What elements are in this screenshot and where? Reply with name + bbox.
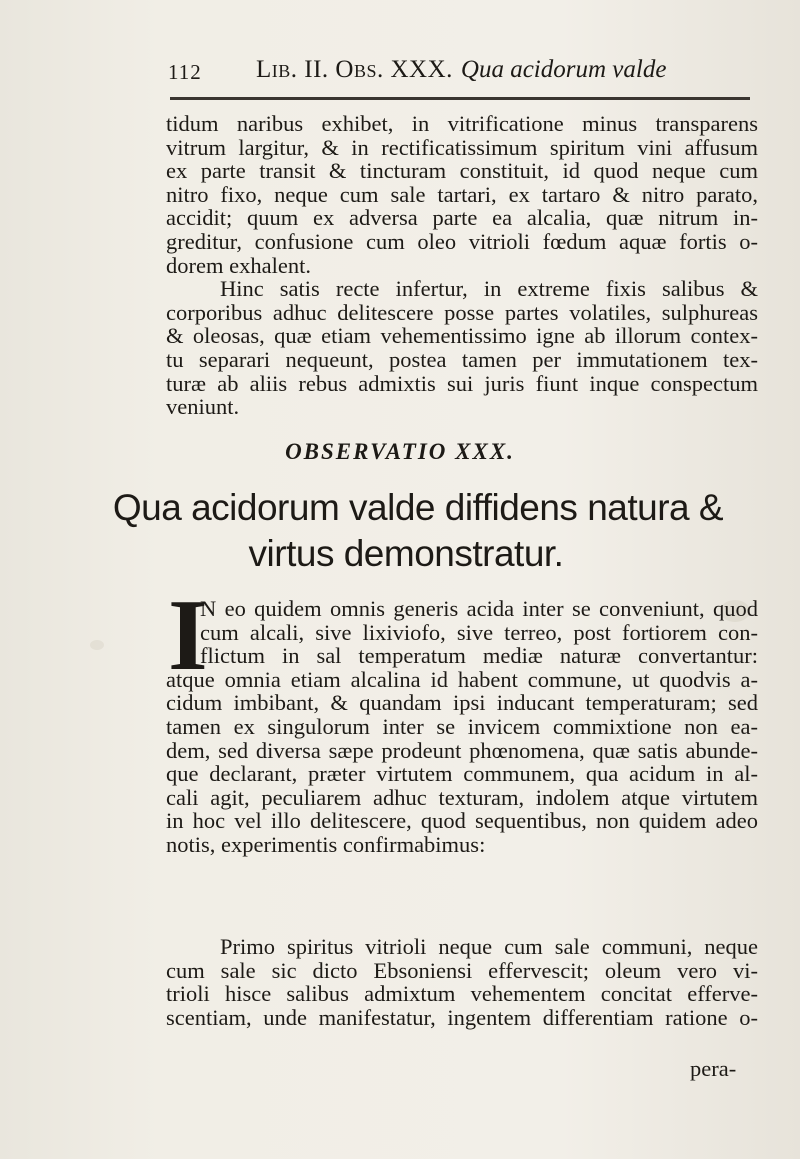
text-line: corporibus adhuc delitescere posse partes volatiles, sulphureas xyxy=(166,299,758,325)
text-line: turæ ab aliis rebus admixtis sui juris fiunt inque conspectum xyxy=(166,370,758,396)
text-line: atque omnia etiam alcalina id habent commune, ut quodvis a- xyxy=(166,666,758,692)
running-title-subject: Qua acidorum valde xyxy=(460,56,667,83)
text-line: accidit; quum ex adversa parte ea alcalia, quæ nitrum in- xyxy=(166,205,758,231)
text-line: Primo spiritus vitrioli neque cum sale communi, neque xyxy=(220,934,758,959)
text-line: scentiam, unde manifestatur, ingentem differentiam ratione o- xyxy=(166,1004,758,1030)
page-number: 112 xyxy=(168,60,202,84)
text-line: vitrum largitur, & in rectificatissimum spiritum vini affusum xyxy=(166,134,758,160)
paragraph-main xyxy=(166,597,758,857)
text-line: notis, experimentis confirmabimus: xyxy=(166,831,486,857)
text-line: tu separari nequeunt, postea tamen per immutationem tex- xyxy=(166,346,758,372)
header-rule xyxy=(170,97,750,100)
chapter-title-line-2: virtus demonstratur. xyxy=(248,533,564,574)
text-line: Hinc satis recte infertur, in extreme fixis salibus & xyxy=(220,276,758,302)
text-line: & oleosas, quæ etiam vehementissimo igne ab illorum contex- xyxy=(166,323,758,349)
text-line: dorem exhalent. xyxy=(166,252,311,278)
drop-cap: I xyxy=(168,579,208,692)
text-line: flictum in sal temperatum mediæ naturæ convertantur: xyxy=(200,643,758,669)
text-line: greditur, confusione cum oleo vitrioli fœdum aquæ fortis o- xyxy=(166,228,758,254)
paper-stain xyxy=(90,640,104,650)
paragraph-continued xyxy=(166,112,758,419)
text-line: veniunt. xyxy=(166,394,240,420)
running-header xyxy=(168,56,748,96)
text-line: que declarant, præter virtutem communem, qua acidum in al- xyxy=(166,761,758,787)
text-line: cum sale sic dicto Ebsoniensi effervescit; oleum vero vi- xyxy=(166,957,758,983)
running-title-book: Lib. II. Obs. XXX. xyxy=(256,56,453,83)
running-title xyxy=(256,56,666,84)
text-line: cali agit, peculiarem adhuc texturam, indolem atque virtutem xyxy=(166,784,758,810)
text-line: tamen ex singulorum inter se invicem commixtione non ea- xyxy=(166,713,758,739)
catchword: pera- xyxy=(690,1056,737,1081)
text-line: cidum imbibant, & quandam ipsi inducant temperaturam; sed xyxy=(166,690,758,716)
text-line: in hoc vel illo delitescere, quod sequentibus, non quidem adeo xyxy=(166,808,758,834)
text-line: tidum naribus exhibet, in vitrificatione minus transparens xyxy=(166,111,758,136)
chapter-title-line-1: Qua acidorum valde diffidens natura & xyxy=(112,487,724,528)
text-line: ex parte transit & tincturam constituit, id quod neque cum xyxy=(166,158,758,184)
text-line: N eo quidem omnis generis acida inter se conveniunt, quod xyxy=(200,596,758,621)
text-line: trioli hisce salibus admixtum vehementem concitat efferve- xyxy=(166,981,758,1007)
text-line: nitro fixo, neque cum sale tartari, ex tartaro & nitro parato, xyxy=(166,181,758,207)
text-line: cum alcali, sive lixiviofo, sive terreo, post fortiorem con- xyxy=(200,619,758,645)
observation-heading: OBSERVATIO XXX. xyxy=(285,439,515,464)
text-line: dem, sed diversa sæpe prodeunt phœnomena, quæ satis abunde- xyxy=(166,737,758,763)
paragraph-first-experiment xyxy=(166,935,758,1029)
